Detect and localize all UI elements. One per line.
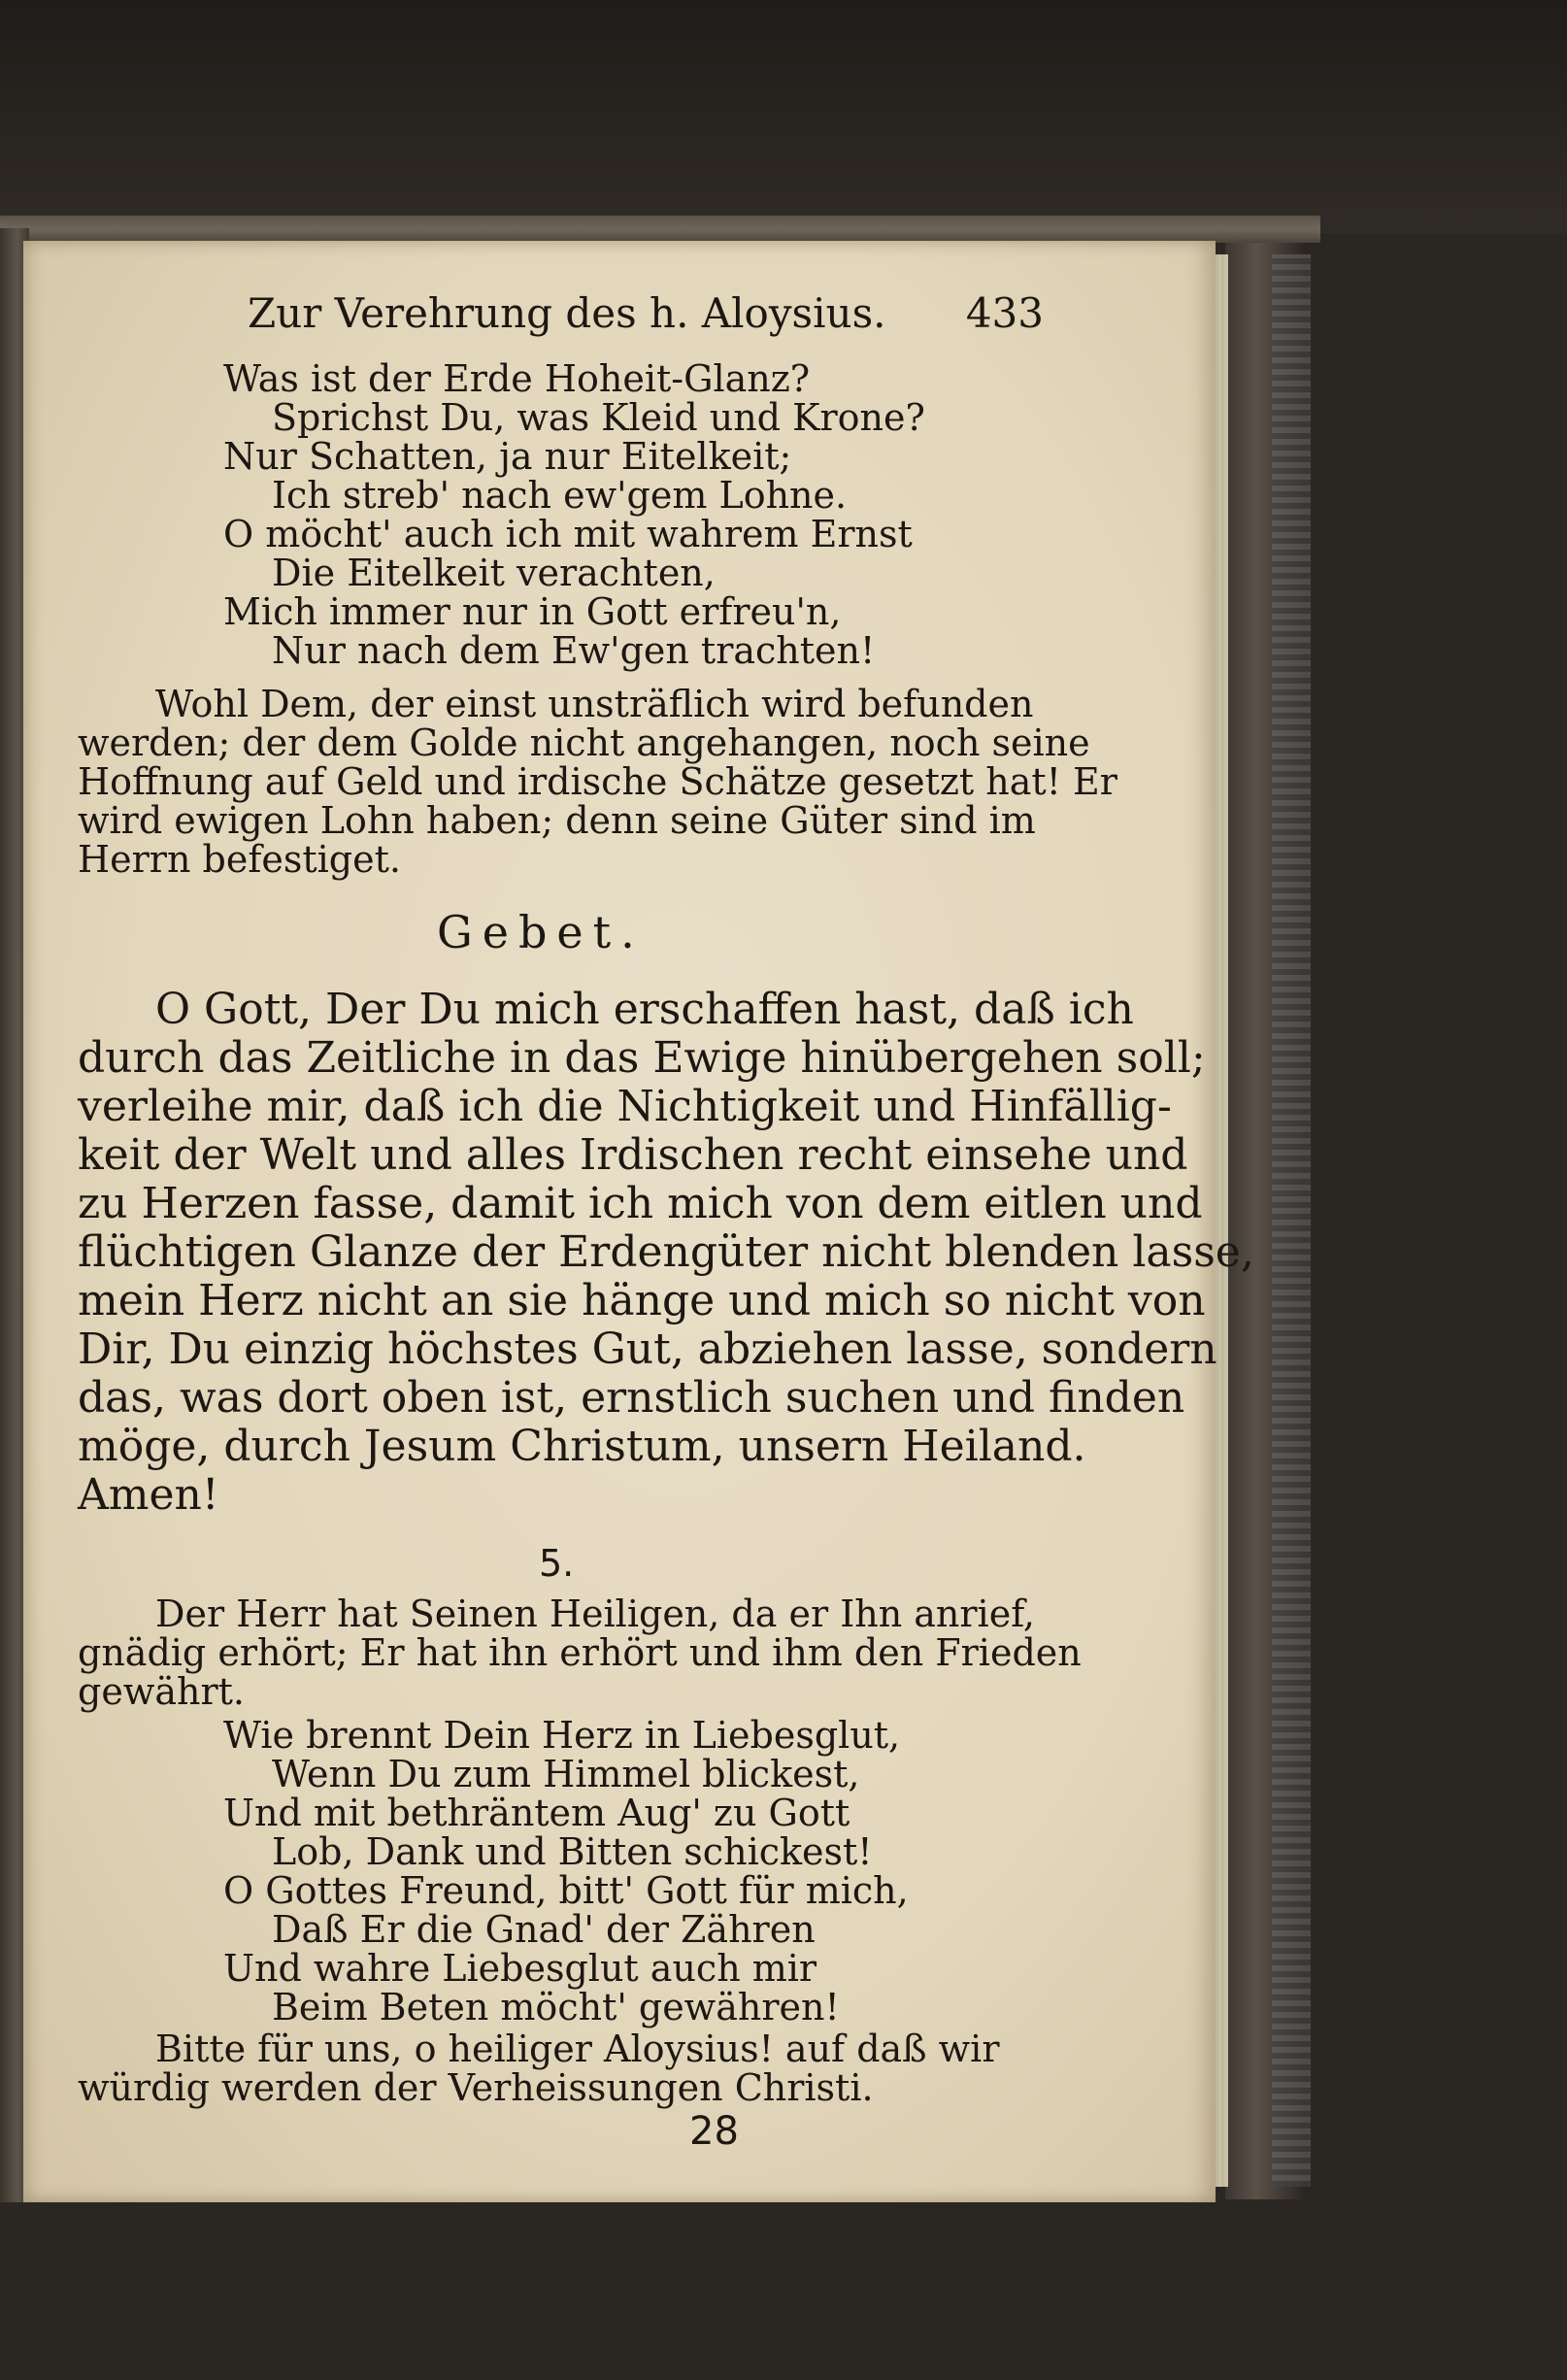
prose-line: Hoffnung auf Geld und irdische Schätze gesetzt hat! Er bbox=[78, 760, 1117, 803]
verse-line: Was ist der Erde Hoheit-Glanz? bbox=[223, 357, 811, 400]
running-header bbox=[248, 289, 1044, 338]
prayer-line: Dir, Du einzig höchstes Gut, abziehen lasse, sondern bbox=[78, 1324, 1217, 1374]
prayer-line: durch das Zeitliche in das Ewige hinübergehen soll; bbox=[78, 1033, 1206, 1083]
section-number: 5. bbox=[539, 1542, 575, 1585]
verse-line: Sprichst Du, was Kleid und Krone? bbox=[272, 396, 925, 439]
signature-mark: 28 bbox=[689, 2109, 739, 2154]
prayer-line: mein Herz nicht an sie hänge und mich so nicht von bbox=[78, 1276, 1206, 1325]
verse-line: O möcht' auch ich mit wahrem Ernst bbox=[223, 513, 913, 555]
prose-line: Bitte für uns, o heiliger Aloysius! auf daß wir bbox=[155, 2028, 1000, 2070]
running-title: Zur Verehrung des h. Aloysius. bbox=[248, 289, 886, 337]
prose-line: werden; der dem Golde nicht angehangen, noch seine bbox=[78, 721, 1090, 764]
prayer-line: verleihe mir, daß ich die Nichtigkeit und Hinfällig- bbox=[78, 1082, 1172, 1131]
page-number: 433 bbox=[965, 289, 1044, 337]
prayer-line: Amen! bbox=[78, 1470, 219, 1520]
book-headband bbox=[1272, 254, 1311, 2187]
prayer-line: möge, durch Jesum Christum, unsern Heiland. bbox=[78, 1422, 1086, 1471]
verse-line: Und wahre Liebesglut auch mir bbox=[223, 1947, 817, 1990]
verse-line: Beim Beten möcht' gewähren! bbox=[272, 1986, 840, 2028]
verse-line: Wenn Du zum Himmel blickest, bbox=[272, 1753, 860, 1795]
background-top bbox=[0, 0, 1567, 233]
verse-line: Die Eitelkeit verachten, bbox=[272, 552, 716, 594]
verse-line: Und mit bethräntem Aug' zu Gott bbox=[223, 1792, 850, 1834]
section-heading: Gebet. bbox=[437, 906, 645, 958]
verse-line: Nur Schatten, ja nur Eitelkeit; bbox=[223, 435, 792, 478]
prayer-line: flüchtigen Glanze der Erdengüter nicht blenden lasse, bbox=[78, 1227, 1254, 1277]
prayer-line: keit der Welt und alles Irdischen recht einsehe und bbox=[78, 1130, 1188, 1180]
prose-line: gnädig erhört; Er hat ihn erhört und ihm den Frieden bbox=[78, 1631, 1082, 1674]
background-bottom bbox=[0, 2202, 1567, 2380]
prose-line: Wohl Dem, der einst unsträflich wird befunden bbox=[155, 683, 1034, 725]
prose-line: Herrn befestiget. bbox=[78, 838, 401, 881]
prayer-line: zu Herzen fasse, damit ich mich von dem eitlen und bbox=[78, 1179, 1203, 1228]
verse-line: Lob, Dank und Bitten schickest! bbox=[272, 1830, 873, 1873]
verse-line: Mich immer nur in Gott erfreu'n, bbox=[223, 590, 842, 633]
verse-line: Wie brennt Dein Herz in Liebesglut, bbox=[223, 1714, 901, 1757]
verse-line: Daß Er die Gnad' der Zähren bbox=[272, 1908, 816, 1951]
prayer-line: O Gott, Der Du mich erschaffen hast, daß ich bbox=[155, 985, 1134, 1034]
book-cover-top-edge bbox=[0, 216, 1320, 243]
prose-line: Der Herr hat Seinen Heiligen, da er Ihn anrief, bbox=[155, 1592, 1035, 1635]
verse-line: Ich streb' nach ew'gem Lohne. bbox=[272, 474, 848, 517]
verse-line: O Gottes Freund, bitt' Gott für mich, bbox=[223, 1869, 909, 1912]
prose-line: würdig werden der Verheissungen Christi. bbox=[78, 2066, 874, 2109]
prose-line: gewährt. bbox=[78, 1670, 245, 1713]
verse-line: Nur nach dem Ew'gen trachten! bbox=[272, 629, 876, 672]
prose-line: wird ewigen Lohn haben; denn seine Güter sind im bbox=[78, 799, 1036, 842]
prayer-line: das, was dort oben ist, ernstlich suchen und finden bbox=[78, 1373, 1185, 1423]
